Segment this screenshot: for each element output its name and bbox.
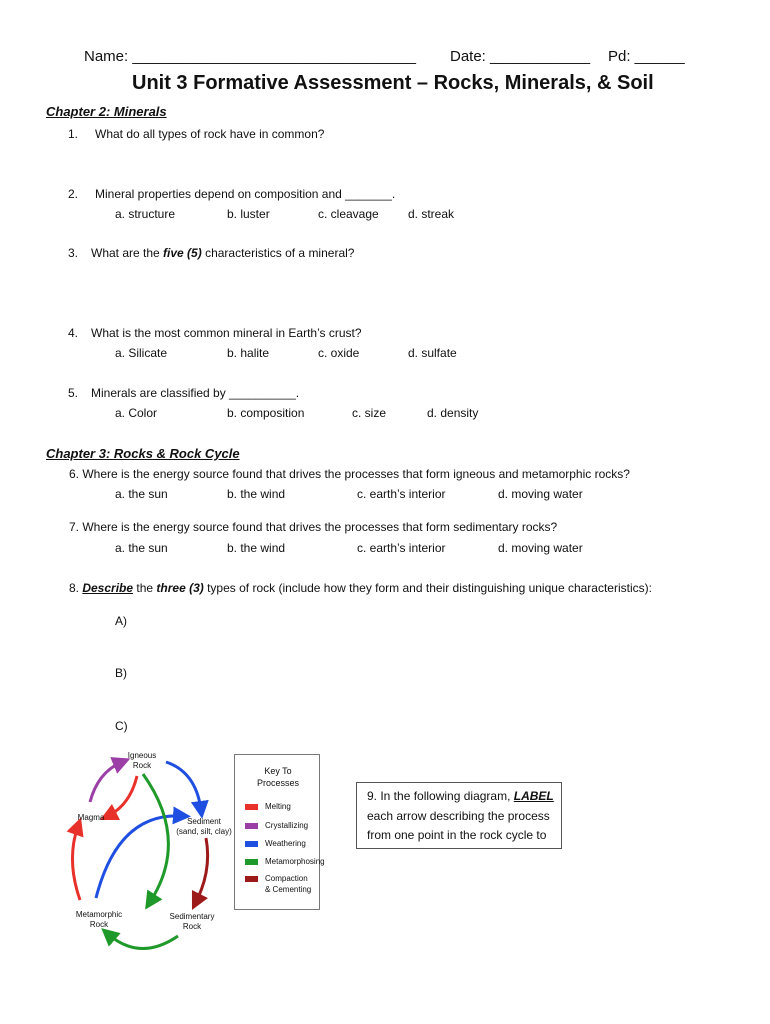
q9-text-pre: 9. In the following diagram, [367, 789, 514, 803]
q2-choice-a: a. structure [115, 207, 176, 221]
key-label-cementing: & Cementing [265, 885, 312, 894]
q7-choice-c: c. earth’s interior [357, 541, 446, 555]
q1-number: 1. [68, 127, 79, 141]
key-title-line2: Processes [256, 778, 300, 788]
key-swatch-weathering [245, 841, 258, 847]
q4-text: What is the most common mineral in Earth’s crust? [91, 326, 362, 340]
q7-choice-d: d. moving water [498, 541, 583, 555]
q9-box [356, 782, 562, 849]
period-field-label: Pd: ______ [608, 48, 685, 65]
q3-text [91, 246, 354, 260]
q7-choice-b: b. the wind [227, 541, 286, 555]
date-field-label: Date: ____________ [450, 48, 591, 65]
node-sediment [176, 817, 232, 837]
q7-choice-a: a. the sun [115, 541, 168, 555]
q9-line1 [367, 789, 554, 803]
q5-choice-c: c. size [352, 406, 387, 420]
q8-emphasis-describe: Describe [82, 581, 134, 595]
node-igneous-line1: Igneous [127, 751, 157, 760]
chapter2-heading: Chapter 2: Minerals [46, 104, 167, 119]
node-igneous-line2: Rock [132, 761, 152, 770]
arrow-metamorphosing-sedimentary-to-metamorphic [108, 934, 178, 949]
key-label-compaction: Compaction [265, 874, 308, 883]
q8-part-a: A) [115, 614, 127, 628]
key-label-weathering: Weathering [265, 839, 306, 848]
arrow-crystallizing-magma-to-igneous [90, 762, 122, 802]
q9-emphasis-label: LABEL [513, 789, 554, 803]
page-title: Unit 3 Formative Assessment – Rocks, Minerals, & Soil [132, 72, 654, 94]
q2-choice-c: c. cleavage [318, 207, 379, 221]
q5-choice-b: b. composition [227, 406, 305, 420]
q2-text: Mineral properties depend on composition and _______. [95, 187, 396, 201]
q9-line3: from one point in the rock cycle to [367, 828, 547, 842]
node-sediment-line2: (sand, silt, clay) [176, 827, 232, 836]
arrow-melting-igneous-to-magma [108, 776, 137, 816]
arrow-weathering-igneous-to-sediment [166, 762, 201, 810]
q8-part-c: C) [115, 719, 128, 733]
q5-choice-a: a. Color [115, 406, 158, 420]
q3-number: 3. [68, 246, 79, 260]
q3-text-pre: What are the [91, 246, 164, 260]
q8-text-post: types of rock (include how they form and their distinguishing unique characteristics): [203, 581, 652, 595]
q8-number: 8. [69, 581, 83, 595]
node-sedimentary-rock [166, 912, 218, 932]
node-sedimentary-line1: Sedimentary [169, 912, 215, 921]
q6-choice-c: c. earth’s interior [357, 487, 446, 501]
chapter3-heading: Chapter 3: Rocks & Rock Cycle [46, 446, 240, 461]
q2-choice-b: b. luster [227, 207, 270, 221]
key-label-melting: Melting [265, 802, 291, 811]
q4-choice-a: a. Silicate [115, 346, 168, 360]
key-swatch-compaction [245, 876, 258, 882]
node-igneous-rock [122, 751, 162, 771]
arrow-weathering-metamorphic-to-sediment [96, 816, 182, 898]
node-sedimentary-line2: Rock [182, 922, 202, 931]
q4-choice-d: d. sulfate [408, 346, 457, 360]
q1-text: What do all types of rock have in common? [95, 127, 325, 141]
node-magma [74, 813, 108, 823]
key-swatch-crystallizing [245, 823, 258, 829]
q6-text: 6. Where is the energy source found that drives the processes that form igneous and metamorphic rocks? [69, 467, 630, 481]
node-magma-line1: Magma [77, 813, 105, 822]
q4-choice-c: c. oxide [318, 346, 360, 360]
arrow-metamorphosing-igneous-to-metamorphic [143, 774, 168, 902]
node-metamorphic-line2: Rock [89, 920, 109, 929]
q8-text [69, 581, 652, 595]
q7-text: 7. Where is the energy source found that drives the processes that form sedimentary rocks? [69, 520, 558, 534]
node-sediment-line1: Sediment [187, 817, 221, 826]
q2-number: 2. [68, 187, 79, 201]
q8-emphasis-three: three (3) [156, 581, 204, 595]
q5-choice-d: d. density [427, 406, 479, 420]
key-title-line1: Key To [264, 766, 292, 776]
arrow-compaction-sediment-to-sedimentary [196, 838, 208, 902]
key-label-crystallizing: Crystallizing [265, 821, 309, 830]
node-metamorphic-line1: Metamorphic [75, 910, 123, 919]
q9-line2: each arrow describing the process [367, 809, 550, 823]
q5-number: 5. [68, 386, 79, 400]
q6-choice-d: d. moving water [498, 487, 583, 501]
q4-choice-b: b. halite [227, 346, 270, 360]
q3-emphasis: five (5) [163, 246, 202, 260]
name-field-label: Name: __________________________________ [84, 48, 416, 65]
q6-choice-a: a. the sun [115, 487, 168, 501]
key-label-metamorphosing: Metamorphosing [265, 857, 325, 866]
key-swatch-metamorphosing [245, 859, 258, 865]
node-metamorphic-rock [74, 910, 124, 930]
key-swatch-melting [245, 804, 258, 810]
arrow-melting-metamorphic-to-magma [72, 826, 80, 900]
q2-choice-d: d. streak [408, 207, 455, 221]
q5-text: Minerals are classified by __________. [91, 386, 300, 400]
q8-text-mid: the [133, 581, 157, 595]
q4-number: 4. [68, 326, 79, 340]
q8-part-b: B) [115, 666, 127, 680]
q3-text-post: characteristics of a mineral? [201, 246, 355, 260]
q6-choice-b: b. the wind [227, 487, 286, 501]
process-key-legend [234, 754, 325, 910]
